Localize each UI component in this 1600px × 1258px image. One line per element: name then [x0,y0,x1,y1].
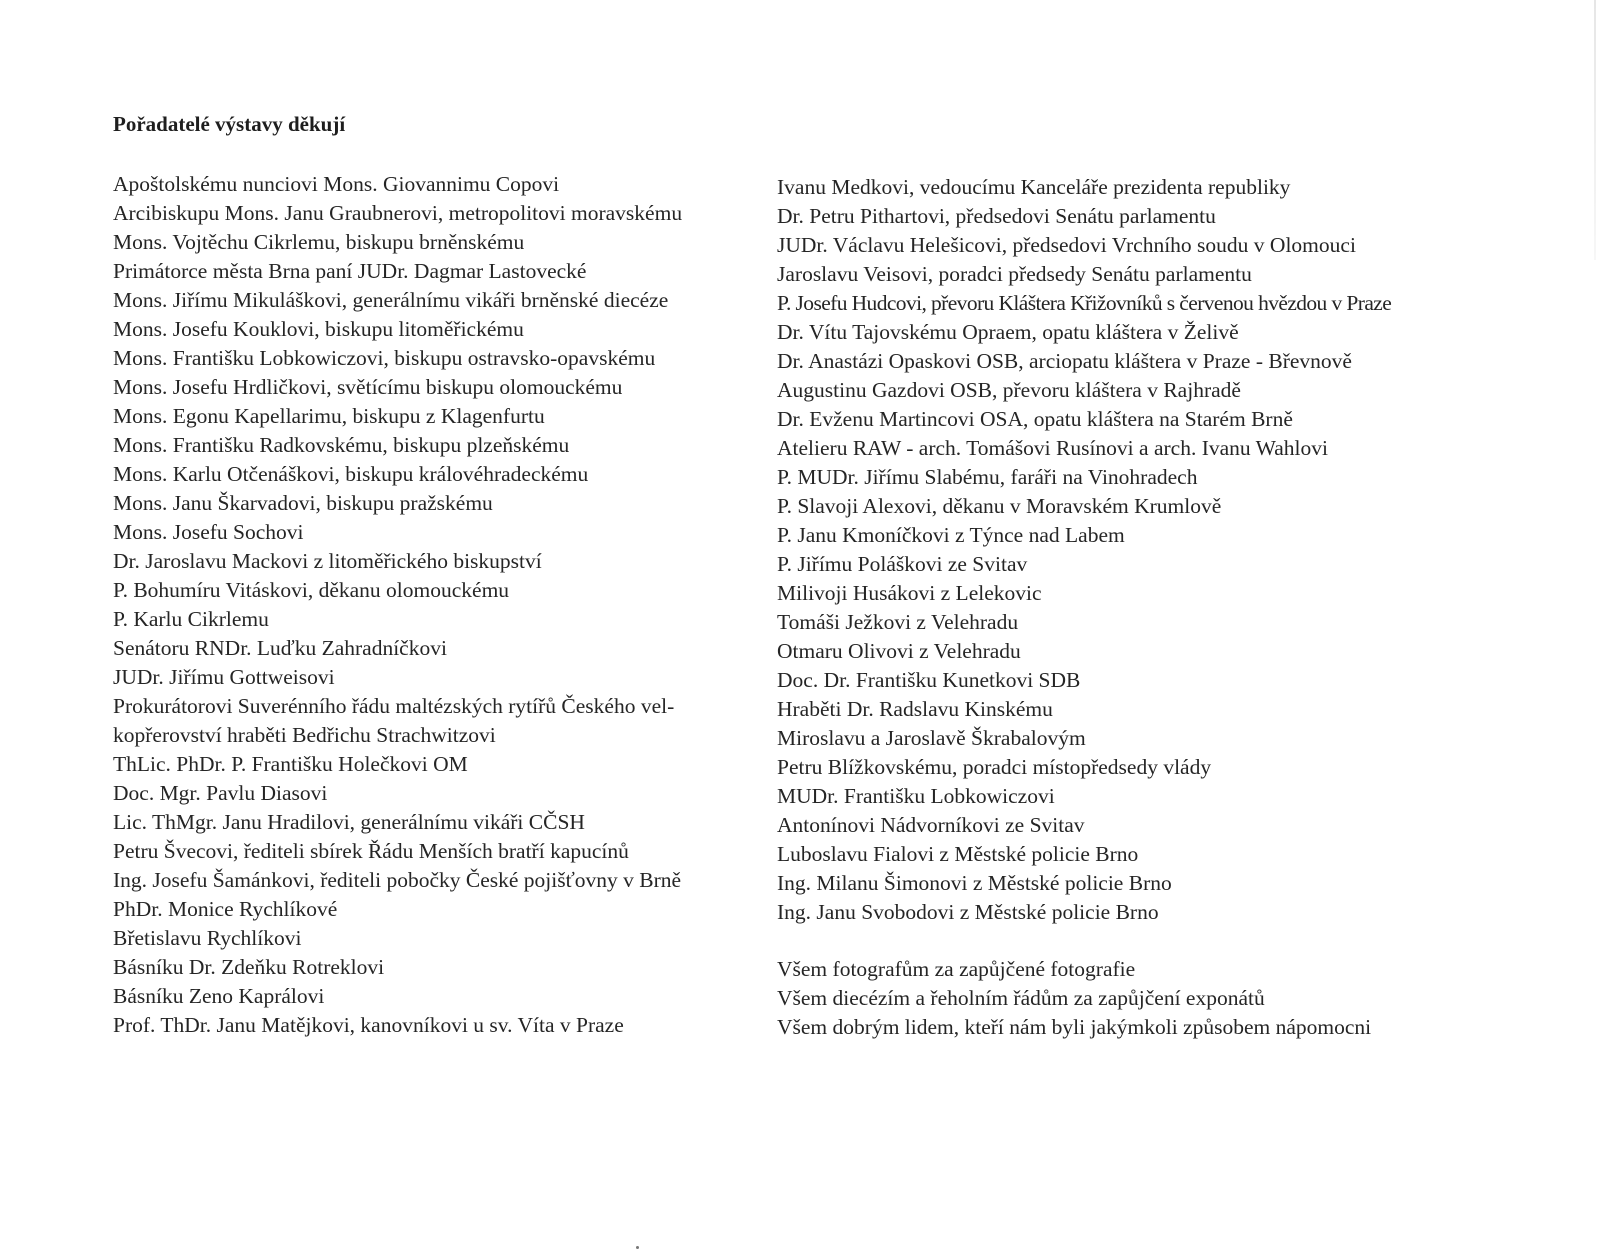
list-item: Mons. Vojtěchu Cikrlemu, biskupu brněnskému [113,230,525,254]
list-item: JUDr. Jiřímu Gottweisovi [113,665,335,689]
list-item: Petru Švecovi, řediteli sbírek Řádu Menších bratří kapucínů [113,839,629,863]
list-item: Mons. Egonu Kapellarimu, biskupu z Klagenfurtu [113,404,545,428]
list-item: Antonínovi Nádvorníkovi ze Svitav [777,813,1085,837]
list-item: Mons. Františku Radkovskému, biskupu plzeňskému [113,433,570,457]
list-item: Břetislavu Rychlíkovi [113,926,302,950]
left-column-list [113,170,753,1040]
list-item: Dr. Petru Pithartovi, předsedovi Senátu parlamentu [777,204,1216,228]
list-item: Ivanu Medkovi, vedoucímu Kanceláře prezidenta republiky [777,175,1291,199]
closing-thanks-list [777,955,1577,1042]
list-item: Prof. ThDr. Janu Matějkovi, kanovníkovi u sv. Víta v Praze [113,1013,624,1037]
list-item: Ing. Janu Svobodovi z Městské policie Brno [777,900,1159,924]
list-item: P. Jiřímu Poláškovi ze Svitav [777,552,1028,576]
list-item: Petru Blížkovskému, poradci místopředsedy vlády [777,755,1212,779]
list-item: Apoštolskému nunciovi Mons. Giovannimu Copovi [113,172,560,196]
list-item: Primátorce města Brna paní JUDr. Dagmar Lastovecké [113,259,587,283]
list-item: Mons. Karlu Otčenáškovi, biskupu královéhradeckému [113,462,589,486]
list-item: Dr. Evženu Martincovi OSA, opatu kláštera na Starém Brně [777,407,1293,431]
list-item: Mons. Josefu Kouklovi, biskupu litoměřickému [113,317,524,341]
page-heading: Pořadatelé výstavy děkují [113,112,346,136]
list-item: Jaroslavu Veisovi, poradci předsedy Senátu parlamentu [777,262,1252,286]
list-item: Básníku Zeno Kaprálovi [113,984,325,1008]
list-item: Všem diecézím a řeholním řádům za zapůjčení exponátů [777,986,1265,1010]
list-item: Ing. Milanu Šimonovi z Městské policie Brno [777,871,1172,895]
list-item: Dr. Anastázi Opaskovi OSB, arciopatu kláštera v Praze - Břevnově [777,349,1352,373]
list-item: JUDr. Václavu Helešicovi, předsedovi Vrchního soudu v Olomouci [777,233,1356,257]
list-item: Dr. Vítu Tajovskému Opraem, opatu kláštera v Želivě [777,320,1239,344]
list-item: Mons. Františku Lobkowiczovi, biskupu ostravsko-opavskému [113,346,656,370]
list-item: Básníku Dr. Zdeňku Rotreklovi [113,955,385,979]
right-column-list [777,173,1577,927]
list-item: Arcibiskupu Mons. Janu Graubnerovi, metropolitovi moravskému [113,201,683,225]
list-item: Všem fotografům za zapůjčené fotografie [777,957,1136,981]
list-item: ThLic. PhDr. P. Františku Holečkovi OM [113,752,468,776]
list-item: P. Slavoji Alexovi, děkanu v Moravském Krumlově [777,494,1222,518]
list-item: Mons. Janu Škarvadovi, biskupu pražskému [113,491,493,515]
list-item: Atelieru RAW - arch. Tomášovi Rusínovi a arch. Ivanu Wahlovi [777,436,1328,460]
list-item: Otmaru Olivovi z Velehradu [777,639,1021,663]
list-item: Dr. Jaroslavu Mackovi z litoměřického biskupství [113,549,542,573]
list-item: Milivoji Husákovi z Lelekovic [777,581,1042,605]
list-item: Augustinu Gazdovi OSB, převoru kláštera v Rajhradě [777,378,1241,402]
list-item: Luboslavu Fialovi z Městské policie Brno [777,842,1139,866]
list-item: MUDr. Františku Lobkowiczovi [777,784,1055,808]
list-item: P. Janu Kmoníčkovi z Týnce nad Labem [777,523,1125,547]
list-item: Mons. Josefu Sochovi [113,520,304,544]
list-item: Tomáši Ježkovi z Velehradu [777,610,1019,634]
list-item: Doc. Mgr. Pavlu Diasovi [113,781,328,805]
list-item: Senátoru RNDr. Luďku Zahradníčkovi [113,636,447,660]
list-item: Lic. ThMgr. Janu Hradilovi, generálnímu vikáři CČSH [113,810,585,834]
page-edge-shadow [1594,0,1596,260]
list-item: P. Josefu Hudcovi, převoru Kláštera Křižovníků s červenou hvězdou v Praze [777,291,1392,315]
list-item: P. Bohumíru Vitáskovi, děkanu olomouckému [113,578,510,602]
list-item: Doc. Dr. Františku Kunetkovi SDB [777,668,1081,692]
page-speck [636,1246,639,1249]
list-item: Všem dobrým lidem, kteří nám byli jakýmkoli způsobem nápomocni [777,1015,1372,1039]
list-item: Ing. Josefu Šamánkovi, řediteli pobočky České pojišťovny v Brně [113,868,682,892]
list-item: P. Karlu Cikrlemu [113,607,269,631]
list-item: P. MUDr. Jiřímu Slabému, faráři na Vinohradech [777,465,1198,489]
list-item: Prokurátorovi Suverénního řádu maltézských rytířů Českého vel- [113,694,675,718]
list-item: Mons. Jiřímu Mikuláškovi, generálnímu vikáři brněnské diecéze [113,288,669,312]
list-item: kopřerovství hraběti Bedřichu Strachwitzovi [113,723,496,747]
list-item: Hraběti Dr. Radslavu Kinskému [777,697,1053,721]
list-item: PhDr. Monice Rychlíkové [113,897,338,921]
list-item: Mons. Josefu Hrdličkovi, světícímu biskupu olomouckému [113,375,623,399]
list-item: Miroslavu a Jaroslavě Škrabalovým [777,726,1086,750]
